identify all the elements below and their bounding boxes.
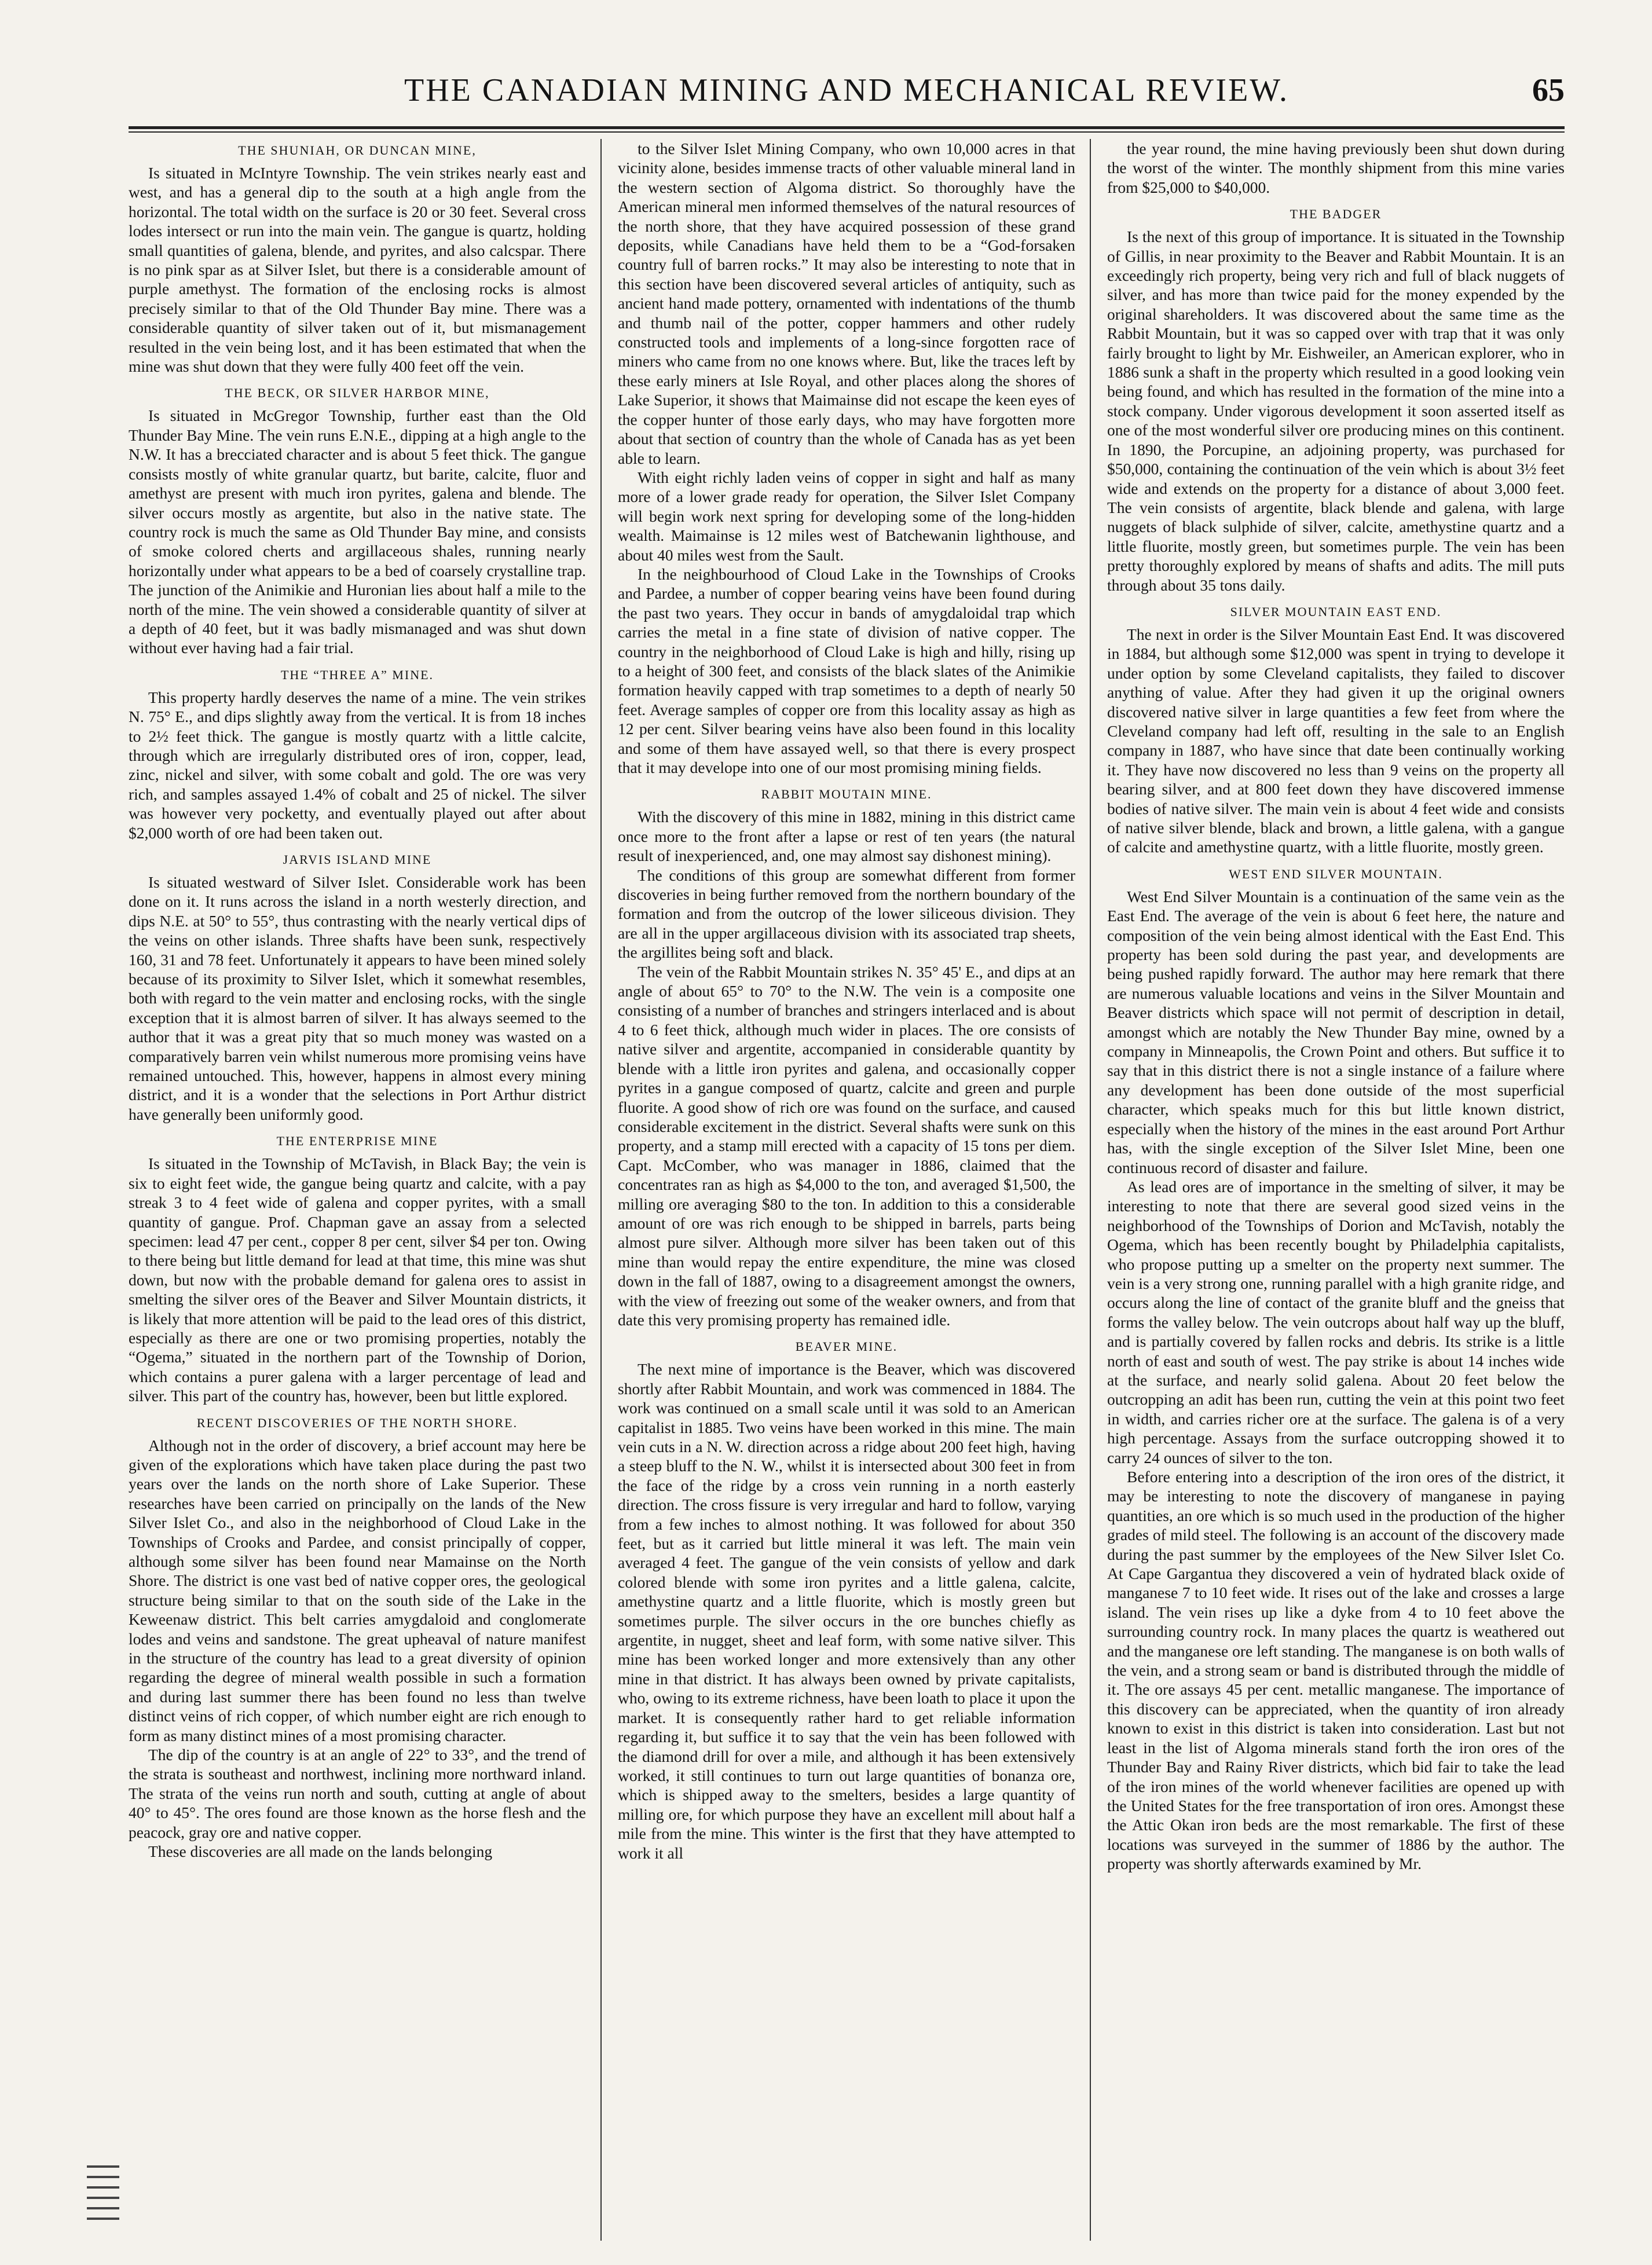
article-paragraph: Before entering into a description of the iron ores of the district, it may be interesting to note the discovery of manganese in paying quantities, an ore which is so much used in the production of the higher grades of mild steel. The following is an account of the discovery made during the past summer by the employees of the New Silver Islet Co. At Cape Gargantua they discovered a vein of hydrated black oxide of manganese 7 to 10 feet wide. It rises out of the lake and crosses a large island. The vein rises up like a dyke from 4 to 10 feet above the surrounding country rock. In many places the quartz is weathered out and the manganese ore left standing. The manganese is on both walls of the vein, and a strong seam or band is distributed through the middle of it. The ore assays 45 per cent. metallic manganese. The importance of this discovery can be appreciated, when the quantity of iron already known to exist in this district is taken into consideration. Last but not least in the list of Algoma minerals stand forth the iron ores of the Thunder Bay and Rainy River districts, which bid fair to take the lead of the iron mines of the world whenever facilities are opened up with the United States for the free transportation of iron ores. Amongst these the Attic Okan iron beds are the most remarkable. The first of these locations was surveyed in the summer of 1886 by the author. The property was shortly afterwards examined by Mr.: [1107, 1468, 1565, 1873]
section-heading: THE BECK, OR SILVER HARBOR MINE,: [225, 386, 490, 401]
article-paragraph: These discoveries are all made on the lands belonging: [148, 1842, 493, 1861]
column-3: [1107, 139, 1565, 2241]
article-paragraph: With the discovery of this mine in 1882, mining in this district came once more to the front after a lapse or rest of ten years (the natural result of inexperienced, and, one may almost say dishonest mining).: [618, 808, 1075, 865]
column-rule: [1090, 139, 1091, 2241]
column-2: [618, 139, 1075, 2241]
column-rule: [600, 139, 602, 2241]
article-paragraph: The vein of the Rabbit Mountain strikes N. 35° 45' E., and dips at an angle of about 65° to 70° to the N.W. The vein is a composite one consisting of a number of branches and stringers interlaced and is about 4 to 6 feet thick, although much wider in places. The ore consists of native silver and argentite, accompanied in considerable quantity by blende with a little iron pyrites and galena, and occasionally copper pyrites in a gangue composed of quartz, calcite and green and purple fluorite. A good show of rich ore was found on the surface, and caused considerable excitement in the district. Several shafts were sunk on this property, and a stamp mill erected with a capacity of 15 tons per diem. Capt. McComber, who was manager in 1886, claimed that the concentrates ran as high as $4,000 to the ton, and averaged $1,500, the milling ore averaging $80 to the ton. In addition to this a considerable amount of ore was rich enough to be shipped in barrels, parts being almost pure silver. Although more silver has been taken out of this mine than would repay the entire expenditure, the mine was closed down in the fall of 1887, owing to a disagreement amongst the owners, with the view of freezing out some of the weaker owners, and from that date this very promising property has remained idle.: [618, 962, 1075, 1329]
article-paragraph: the year round, the mine having previously been shut down during the worst of the winter. The monthly shipment from this mine varies from $25,000 to $40,000.: [1107, 140, 1565, 196]
section-heading: WEST END SILVER MOUNTAIN.: [1229, 866, 1443, 881]
article-paragraph: West End Silver Mountain is a continuation of the same vein as the East End. The average of the vein is about 6 feet here, the nature and composition of the vein being almost identical with the East End. This property has been sold during the past year, and developments are being pushed rapidly forward. The author may here remark that there are numerous valuable locations and veins in the Silver Mountain and Beaver districts which space will not permit of description in detail, amongst which are notably the New Thunder Bay mine, owned by a company in Minneapolis, the Crown Point and others. But suffice it to say that in this district there is not a single instance of a failure where any development has been done outside of the most superficial character, which speaks much for this but little known district, especially when the history of the mines in the east around Port Arthur has, with the single exception of the Silver Islet Mine, been one continuous record of disaster and failure.: [1107, 887, 1565, 1177]
article-paragraph: The next in order is the Silver Mountain East End. It was discovered in 1884, but although some $12,000 was spent in trying to develope it under option by some Cleveland capitalists, they failed to discover anything of value. After they had given it up the original owners discovered native silver in large quantities a few feet from where the Cleveland company had left off, resulting in the sale to an English company in 1887, who have since that date been continually working it. They have now discovered no less than 9 veins on the property all bearing silver, and at 800 feet down they have discovered immense bodies of native silver. The main vein is about 4 feet wide and consists of native silver blende, black and brown, a little galena, with a gangue of calcite and amethystine quartz, with a little fluorite, mostly green.: [1107, 625, 1565, 856]
section-heading: RECENT DISCOVERIES OF THE NORTH SHORE.: [196, 1415, 518, 1430]
article-paragraph: This property hardly deserves the name of a mine. The vein strikes N. 75° E., and dips slightly away from the vertical. It is from 18 inches to 2½ feet thick. The gangue is mostly quartz with a little calcite, through which are irregularly distributed ores of iron, copper, lead, zinc, nickel and silver, with some cobalt and gold. The ore was very rich, and samples assayed 1.4% of cobalt and 25 of nickel. The silver was however very pocketty, and eventually played out after about $2,000 worth of ore had been taken out.: [129, 688, 586, 842]
page-header: [129, 64, 1565, 116]
section-heading: THE BADGER: [1290, 207, 1382, 222]
article-paragraph: Is situated in the Township of McTavish, in Black Bay; the vein is six to eight feet wide, the gangue being quartz and calcite, with a pay streak 3 to 4 feet wide of galena and copper pyrites, with a small quantity of gangue. Prof. Chapman gave an assay from a selected specimen: lead 47 per cent., copper 8 per cent, silver $4 per ton. Owing to there being but little demand for lead at that time, this mine was shut down, but now with the probable demand for galena ores to assist in smelting the silver ores of the Beaver and Silver Mountain districts, it is likely that more attention will be paid to the lead ores of this district, especially as there are one or two promising properties, notably the “Ogema,” situated in the northern part of the Township of Dorion, which contains a purer galena with a larger percentage of lead and silver. This part of the country has, however, been but little explored.: [129, 1155, 586, 1405]
section-heading: RABBIT MOUTAIN MINE.: [761, 787, 932, 802]
running-head: THE CANADIAN MINING AND MECHANICAL REVIEW.: [404, 72, 1289, 108]
article-paragraph: The dip of the country is at an angle of 22° to 33°, and the trend of the strata is southeast and northwest, inclining more northward inland. The strata of the veins run north and south, cutting at angle of about 40° to 45°. The ores found are those known as the horse flesh and the peacock, gray ore and native copper.: [129, 1746, 586, 1841]
page-number: 65: [1532, 72, 1565, 108]
article-paragraph: Is situated westward of Silver Islet. Considerable work has been done on it. It runs across the island in a north westerly direction, and dips N.E. at 50° to 55°, thus contrasting with the nearly vertical dips of the veins on other islands. Three shafts have been sunk, respectively 160, 31 and 78 feet. Unfortunately it appears to have been mined solely because of its proximity to Silver Islet, which it somewhat resembles, both with regard to the vein matter and enclosing rocks, with the single exception that it is almost barren of silver. It has always seemed to the author that it was a great pity that so much money was wasted on a comparatively barren vein whilst numerous more promising veins have remained untouched. This, however, happens in almost every mining district, and it is a wonder that the selections in Port Arthur district have generally been uniformly good.: [129, 873, 586, 1123]
header-rule: [129, 126, 1565, 133]
article-paragraph: With eight richly laden veins of copper in sight and half as many more of a lower grade ready for operation, the Silver Islet Company will begin work next spring for developing some of the long-hidden wealth. Maimainse is 12 miles west of Batchewanin lighthouse, and about 40 miles west from the Sault.: [618, 468, 1075, 564]
article-paragraph: Although not in the order of discovery, a brief account may here be given of the explorations which have taken place during the past two years over the lands on the north shore of Lake Superior. These researches have been carried on principally on the lands of the New Silver Islet Co., and also in the neighborhood of Cloud Lake in the Townships of Crooks and Pardee, and consist principally of copper, although some silver has been found near Mamainse on the North Shore. The district is one vast bed of native copper ores, the geological structure being similar to that on the south side of the Lake in the Keweenaw district. This belt carries amygdaloid and conglomerate lodes and veins and sandstone. The great upheaval of nature manifest in the structure of the country has lead to a great diversity of opinion regarding the degree of mineral wealth possible in such a formation and during last summer there has been found no less than twelve distinct veins of rich copper, of which number eight are rich enough to form as many distinct mines of a most promising character.: [129, 1436, 586, 1744]
section-heading: JARVIS ISLAND MINE: [283, 852, 432, 867]
article-paragraph: The conditions of this group are somewhat different from former discoveries in being further removed from the northern boundary of the formation and from the outcrop of the lower siliceous division. They are all in the upper argillaceous division with its associated trap sheets, the argillites being soft and black.: [618, 866, 1075, 962]
article-paragraph: Is situated in McIntyre Township. The vein strikes nearly east and west, and has a general dip to the south at a high angle from the horizontal. The total width on the surface is 20 or 30 feet. Several cross lodes intersect or run into the main vein. The gangue is quartz, holding small quantities of galena, blende, and pyrites, and also calcspar. There is no pink spar as at Silver Islet, but there is a considerable amount of purple amethyst. The formation of the enclosing rocks is almost precisely similar to that of the Old Thunder Bay mine. There was a considerable quantity of silver taken out of it, but mismanagement resulted in the vein being lost, and it has been estimated that when the mine was shut down that they were fully 400 feet off the vein.: [129, 164, 586, 376]
article-paragraph: In the neighbourhood of Cloud Lake in the Townships of Crooks and Pardee, a number of copper bearing veins have been found during the past two years. They occur in bands of amygdaloidal trap which carries the metal in a fine state of division of native copper. The country in the neighborhood of Cloud Lake is high and hilly, rising up to a height of 300 feet, and consists of the black slates of the Animikie formation heavily capped with trap sometimes to a depth of nearly 50 feet. Average samples of copper ore from this locality assay as high as 12 per cent. Silver bearing veins have also been found in this locality and some of them have assayed well, so that there is every prospect that it may develope into one of our most promising mining fields.: [618, 565, 1075, 776]
section-heading: THE SHUNIAH, OR DUNCAN MINE,: [238, 143, 477, 157]
section-heading: BEAVER MINE.: [795, 1339, 898, 1354]
article-paragraph: to the Silver Islet Mining Company, who own 10,000 acres in that vicinity alone, besides immense tracts of other valuable mineral land in the western section of Algoma district. So thoroughly have the American mineral men informed themselves of the natural resources of the north shore, that they have acquired possession of these grand deposits, while Canadians have held them to be a “God-forsaken country full of barren rocks.” It may also be interesting to note that in this section have been discovered several articles of antiquity, such as ancient hand made pottery, ornamented with indentations of the thumb and thumb nail of the potter, copper hammers and other rudely constructed tools and implements of a long-since forgotten race of miners who came from no one knows where. But, like the traces left by these early miners at Isle Royal, and other places along the shores of Lake Superior, it shows that Maimainse did not escape the keen eyes of the copper hunter of those early days, who may have forgotten more about that section of country than the whole of Canada has as yet been able to learn.: [618, 140, 1075, 467]
column-1: [129, 139, 586, 2241]
margin-ink-marks: [87, 2165, 122, 2252]
section-heading: THE ENTERPRISE MINE: [276, 1134, 438, 1149]
article-paragraph: The next mine of importance is the Beaver, which was discovered shortly after Rabbit Mountain, and work was commenced in 1884. The work was continued on a small scale until it was sold to an American capitalist in 1885. Two veins have been worked in this mine. The main vein cuts in a N. W. direction across a ridge about 200 feet high, having a steep bluff to the N. W., whilst it is intersected about 300 feet in from the face of the ridge by a cross vein running in a north easterly direction. The cross fissure is very irregular and hard to follow, varying from a few inches to almost nothing. It was followed for about 350 feet, but as it carried but little mineral it was left. The main vein averaged 4 feet. The gangue of the vein consists of yellow and dark colored blende with some iron pyrites and a little galena, calcite, amethystine quartz and a little fluorite, which is mostly green but sometimes purple. The silver occurs in the ore bunches chiefly as argentite, in nugget, sheet and leaf form, with some native silver. This mine has been worked longer and more extensively than any other mine in that district. It has always been owned by private capitalists, who, owing to its extreme richness, have been loath to place it upon the market. It is consequently rather hard to get reliable information regarding it, but suffice it to say that the vein has been followed with the diamond drill for over a mile, and although it has been extensively worked, it still continues to turn out large quantities of bonanza ore, which is shipped away to the smelters, besides a large quantity of milling ore, for which purpose they have an excellent mill about half a mile from the mine. This winter is the first that they have attempted to work it all: [618, 1360, 1075, 1862]
article-paragraph: As lead ores are of importance in the smelting of silver, it may be interesting to note that there are several good sized veins in the neighborhood of the Townships of Dorion and McTavish, notably the Ogema, which has been recently bought by Philadelphia capitalists, who propose putting up a smelter on the property next summer. The vein is a very strong one, running parallel with a high granite ridge, and occurs along the line of contact of the granite bluff and the gneiss that forms the valley below. The vein outcrops about half way up the bluff, and is partially covered by fallen rocks and debris. Its strike is a little north of east and south of west. The pay strike is about 14 inches wide at the surface, and nearly solid galena. About 20 feet below the outcropping an adit has been run, cutting the vein at this point two feet in width, and carries richer ore at the surface. The galena is of a very high percentage. Assays from the surface outcropping showed it to carry 24 ounces of silver to the ton.: [1107, 1177, 1565, 1467]
section-heading: THE “THREE A” MINE.: [280, 667, 434, 682]
section-heading: SILVER MOUNTAIN EAST END.: [1230, 604, 1442, 619]
article-paragraph: Is situated in McGregor Township, further east than the Old Thunder Bay Mine. The vein runs E.N.E., dipping at a high angle to the N.W. It has a brecciated character and is about 5 feet thick. The gangue consists mostly of white granular quartz, but barite, calcite, fluor and amethyst are present with much iron pyrites, galena and blende. The silver occurs mostly as argentite, but also in the native state. The country rock is much the same as Old Thunder Bay mine, and consists of smoke colored cherts and argillaceous shales, running nearly horizontally under what appears to be a bed of coarsely crystalline trap. The junction of the Animikie and Huronian lies about half a mile to the north of the mine. The vein showed a considerable quantity of silver at a depth of 40 feet, but it was badly mismanaged and was shut down without ever having had a fair trial.: [129, 406, 586, 657]
article-paragraph: Is the next of this group of importance. It is situated in the Township of Gillis, in near proximity to the Beaver and Rabbit Mountain. It is an exceedingly rich property, being very rich and full of black nuggets of silver, and has more than twice paid for the money expended by the original shareholders. It was discovered about the same time as the Rabbit Mountain, but it was so capped over with trap that it was only fairly brought to light by Mr. Eishweiler, an American explorer, who in 1886 sunk a shaft in the property which resulted in a good looking vein being found, and which has resulted in the formation of the mine into a stock company. Under vigorous development it soon asserted itself as one of the most wonderful silver ore producing mines on this continent. In 1890, the Porcupine, an adjoining property, was purchased for $50,000, containing the continuation of the vein which is about 3½ feet wide and extends on the property for a distance of about 3,000 feet. The vein consists of argentite, black blende and galena, with large nuggets of black sulphide of silver, calcite, amethystine quartz and a little fluorite, mostly green, but sometimes purple. The vein has been pretty thoroughly explored by means of shafts and adits. The mill puts through about 35 tons daily.: [1107, 228, 1565, 594]
